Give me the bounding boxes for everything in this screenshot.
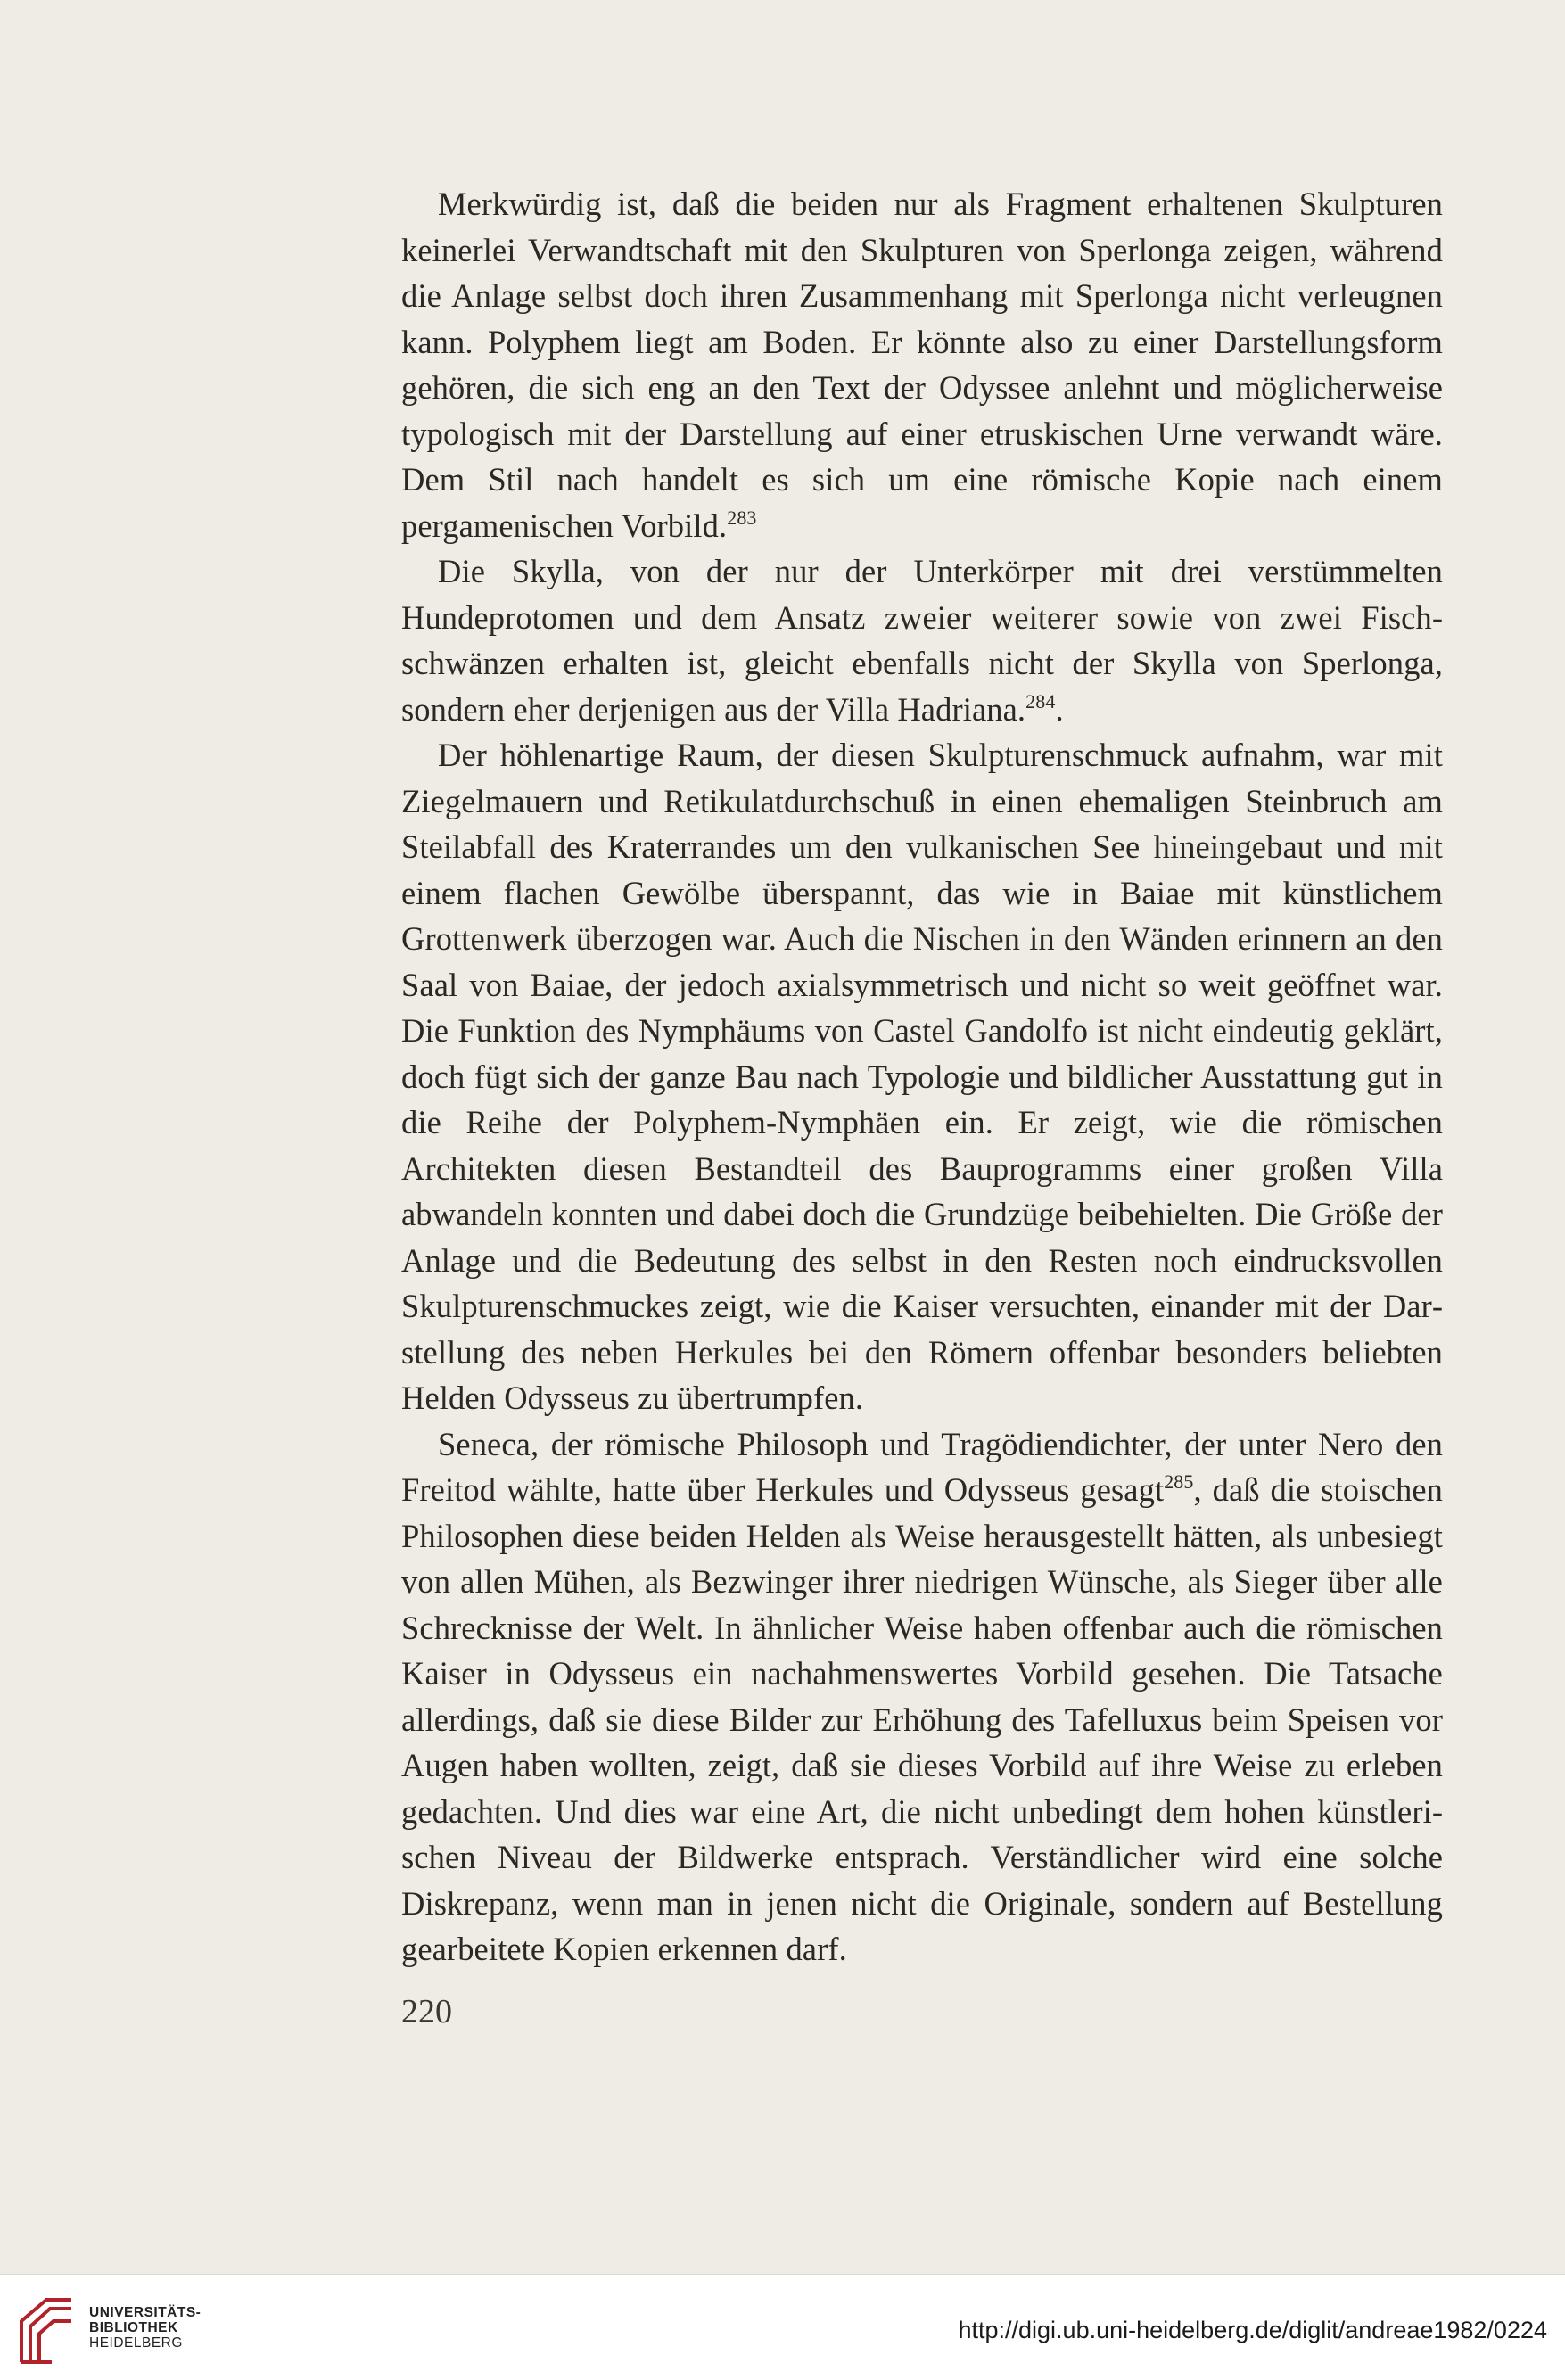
page-number: 220	[401, 1993, 452, 2030]
paragraph-text: .	[1055, 690, 1064, 728]
paragraph	[401, 548, 1443, 732]
paragraph	[401, 732, 1443, 1421]
source-url-link[interactable]: http://digi.ub.uni-heidelberg.de/diglit/andreae1982/0224	[958, 2317, 1547, 2343]
paragraph-text: , daß die stoischen Philosophen diese beiden Helden als Weise herausgestellt hätten, als unbesiegt von allen Mühen, als Bezwinger ihrer niedrigen Wünsche, als Sieger über alle Schrecknisse der Welt. In ähnlicher Weise haben offenbar auch die römischen Kaiser in Odysseus ein nachahmenswertes Vorbild gesehen. Die Tatsache allerdings, daß sie diese Bilder zur Erhöhung des Tafelluxus beim Speisen vor Augen haben wollten, zeigt, daß sie dieses Vorbild auf ihre Weise zu erleben gedachten. Und dies war eine Art, die nicht unbedingt dem hohen künstlerischen Niveau der Bildwerke entsprach. Verständlicher wird eine solche Diskrepanz, wenn man in jenen nicht die Originale, sondern auf Bestellung gearbeitete Kopien erkennen darf.	[401, 1471, 1443, 1967]
body-text	[401, 181, 1443, 1972]
library-name	[89, 2305, 201, 2351]
paragraph	[401, 181, 1443, 548]
library-name-line: UNIVERSITÄTS-	[89, 2305, 202, 2320]
paragraph-text: Die Skylla, von der nur der Unterkörper mit drei verstümmelten Hundeprotomen und dem Ansatz zweier weiterer sowie von zwei Fischschwänzen erhalten ist, gleicht ebenfalls nicht der Skylla von Sperlonga, sondern eher derjenigen aus der Villa Hadriana.	[401, 553, 1443, 728]
paragraph-text: Der höhlenartige Raum, der diesen Skulpturenschmuck aufnahm, war mit Ziegelmauern und Retikulatdurchschuß in einen ehemaligen Steinbruch am Steilabfall des Kraterrandes um den vulkanischen See hineingebaut und mit einem flachen Gewölbe überspannt, das wie in Baiae mit künstlichem Grottenwerk überzogen war. Auch die Nischen in den Wänden erinnern an den Saal von Baiae, der jedoch axialsymmetrisch und nicht so weit geöffnet war. Die Funktion des Nymphäums von Castel Gandolfo ist nicht eindeutig geklärt, doch fügt sich der ganze Bau nach Typologie und bildlicher Ausstattung gut in die Reihe der Polyphem-Nymphäen ein. Er zeigt, wie die römischen Architekten diesen Bestandteil des Bauprogramms einer großen Villa abwandeln konnten und dabei doch die Grundzüge beibehielten. Die Größe der Anlage und die Bedeutung des selbst in den Resten noch eindrucksvollen Skulpturenschmuckes zeigt, wie die Kaiser versuchten, einander mit der Darstellung des neben Herkules bei den Römern offenbar besonders beliebten Helden Odysseus zu übertrumpfen.	[401, 737, 1443, 1416]
paragraph-text: Merkwürdig ist, daß die beiden nur als Fragment erhaltenen Skulpturen keinerlei Verwandtschaft mit den Skulpturen von Sperlonga zeigen, während die Anlage selbst doch ihren Zusammenhang mit Sperlonga nicht verleugnen kann. Polyphem liegt am Boden. Er könnte also zu einer Darstellungsform gehören, die sich eng an den Text der Odyssee anlehnt und möglicherweise typologisch mit der Darstellung auf einer etruskischen Urne verwandt wäre. Dem Stil nach handelt es sich um eine römische Kopie nach einem pergamenischen Vorbild.	[401, 185, 1443, 544]
footer-bar	[0, 2274, 1565, 2380]
library-logo-icon	[16, 2294, 78, 2368]
paragraph	[401, 1421, 1443, 1972]
library-name-line: BIBLIOTHEK	[89, 2320, 178, 2335]
footnote-marker[interactable]: 285	[1164, 1470, 1194, 1493]
footnote-marker[interactable]: 284	[1025, 689, 1056, 712]
footnote-marker[interactable]: 283	[727, 506, 757, 529]
library-name-line: HEIDELBERG	[89, 2335, 183, 2351]
paragraph-text: Seneca, der römische Philosoph und Tragödiendichter, der unter Nero den Freitod wählte, hatte über Herkules und Odysseus gesagt	[401, 1425, 1443, 1508]
